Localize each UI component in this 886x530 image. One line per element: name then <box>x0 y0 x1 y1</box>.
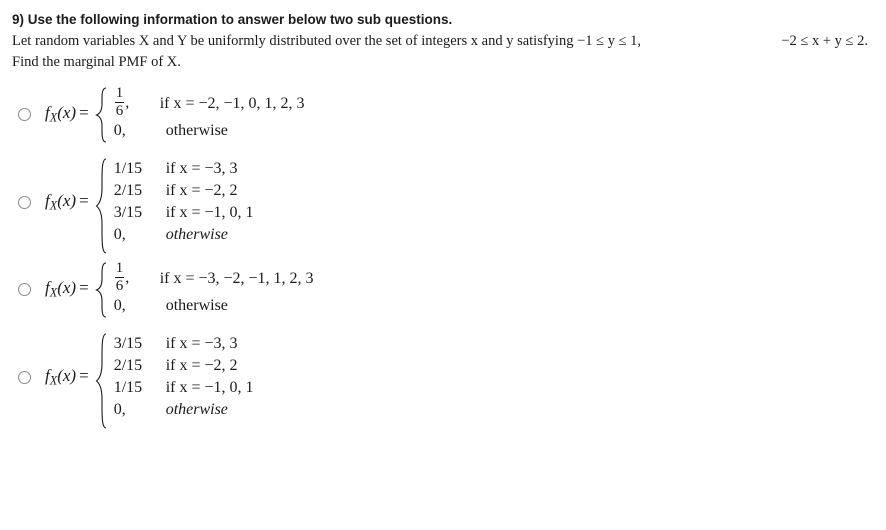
radio-button-option-1[interactable] <box>18 108 31 121</box>
option-4-row-3 <box>114 377 254 399</box>
option-1-label-arg: (x) <box>57 103 77 123</box>
option-1-row-2-value: 0, <box>113 122 126 139</box>
option-3-label-sub: X <box>49 285 58 300</box>
option-1-rows <box>114 87 305 142</box>
option-4-label-f: f <box>45 365 50 385</box>
option-1-row-1 <box>114 87 305 120</box>
fraction-one-sixth <box>114 261 126 294</box>
answer-option-3[interactable] <box>0 262 886 317</box>
brace-icon <box>95 333 108 421</box>
option-3-label-f: f <box>45 278 50 298</box>
option-4-equals: = <box>79 365 89 385</box>
option-2-row-2-value: 2/15 <box>113 182 143 199</box>
option-4-label <box>45 366 89 388</box>
option-1-row-2-condition: otherwise <box>165 122 228 139</box>
fraction-denominator: 6 <box>115 278 124 294</box>
option-2-row-4-value: 0, <box>113 226 126 243</box>
option-1-row-1-condition: if x = −2, −1, 0, 1, 2, 3 <box>159 94 305 112</box>
option-3-row-2-value: 0, <box>113 297 126 314</box>
option-2-row-2 <box>114 180 254 202</box>
question-line-3 <box>12 52 874 73</box>
option-2-rows <box>114 158 254 246</box>
brace-icon <box>95 158 108 246</box>
option-4-row-1-value: 3/15 <box>113 335 143 352</box>
option-3-row-1 <box>114 262 314 295</box>
question-number: 9) <box>12 12 25 27</box>
option-1-row-1-comma: , <box>125 94 130 112</box>
option-3-row-1-value <box>114 262 160 295</box>
radio-button-option-2[interactable] <box>18 196 31 209</box>
option-1-row-2 <box>114 120 305 142</box>
option-2-row-4-condition: otherwise <box>165 226 228 243</box>
question-instruction <box>12 10 874 29</box>
question-constraint-right: −2 ≤ x + y ≤ 2. <box>781 33 868 49</box>
option-2-row-3-value: 3/15 <box>113 204 143 221</box>
radio-button-option-4[interactable] <box>18 371 31 384</box>
radio-button-option-3[interactable] <box>18 283 31 296</box>
question-line-2-text: Let random variables X and Y be uniformly distributed over the set of integers x and y satisfying −1 ≤ y ≤ 1, <box>12 33 642 49</box>
option-1-label-f: f <box>45 103 50 123</box>
option-4-row-3-condition: if x = −1, 0, 1 <box>165 379 254 396</box>
option-4-row-4-value: 0, <box>113 401 126 418</box>
option-3-row-2-condition: otherwise <box>165 297 228 314</box>
option-1-row-1-value <box>114 87 160 120</box>
option-2-row-1 <box>114 158 254 180</box>
option-2-row-2-condition: if x = −2, 2 <box>165 182 238 199</box>
option-2-label-sub: X <box>49 198 58 213</box>
option-4-rows <box>114 333 254 421</box>
option-4-row-3-value: 1/15 <box>113 379 143 396</box>
question-line-3-text: Find the marginal PMF of X. <box>12 54 181 70</box>
fraction-one-sixth <box>114 86 126 119</box>
option-4-row-2 <box>114 355 254 377</box>
brace-icon <box>95 87 108 142</box>
option-3-row-1-condition: if x = −3, −2, −1, 1, 2, 3 <box>159 269 314 287</box>
option-1-equals: = <box>79 103 89 123</box>
option-4-row-1-condition: if x = −3, 3 <box>165 335 238 352</box>
option-4-label-sub: X <box>49 373 58 388</box>
option-3-label <box>45 278 89 300</box>
option-2-label-arg: (x) <box>57 190 77 210</box>
question-body <box>12 31 874 73</box>
option-4-row-4-condition: otherwise <box>165 401 228 418</box>
option-3-label-arg: (x) <box>57 278 77 298</box>
brace-icon <box>95 262 108 317</box>
option-2-row-1-condition: if x = −3, 3 <box>165 160 238 177</box>
option-4-row-2-condition: if x = −2, 2 <box>165 357 238 374</box>
option-1-label <box>45 103 89 125</box>
option-2-row-3 <box>114 202 254 224</box>
option-1-label-sub: X <box>49 110 58 125</box>
fraction-numerator: 1 <box>115 260 124 276</box>
answer-option-4[interactable] <box>0 333 886 421</box>
question-header <box>0 0 886 73</box>
fraction-numerator: 1 <box>115 85 124 101</box>
option-4-label-arg: (x) <box>57 365 77 385</box>
option-3-rows <box>114 262 314 317</box>
option-2-row-4 <box>114 224 254 246</box>
option-3-row-1-comma: , <box>125 269 130 287</box>
option-4-cases <box>95 333 254 421</box>
option-2-label-f: f <box>45 190 50 210</box>
option-2-equals: = <box>79 190 89 210</box>
option-2-label <box>45 191 89 213</box>
option-3-row-2 <box>114 295 314 317</box>
answer-options <box>0 87 886 421</box>
question-instruction-text: Use the following information to answer below two sub questions. <box>27 12 453 27</box>
option-2-cases <box>95 158 254 246</box>
fraction-denominator: 6 <box>115 103 124 119</box>
option-4-row-2-value: 2/15 <box>113 357 143 374</box>
option-4-row-4 <box>114 399 254 421</box>
answer-option-1[interactable] <box>0 87 886 142</box>
option-2-row-3-condition: if x = −1, 0, 1 <box>165 204 254 221</box>
option-1-cases <box>95 87 305 142</box>
option-2-row-1-value: 1/15 <box>113 160 143 177</box>
question-line-2 <box>12 31 874 52</box>
option-3-cases <box>95 262 314 317</box>
option-3-equals: = <box>79 278 89 298</box>
answer-option-2[interactable] <box>0 158 886 246</box>
option-4-row-1 <box>114 333 254 355</box>
